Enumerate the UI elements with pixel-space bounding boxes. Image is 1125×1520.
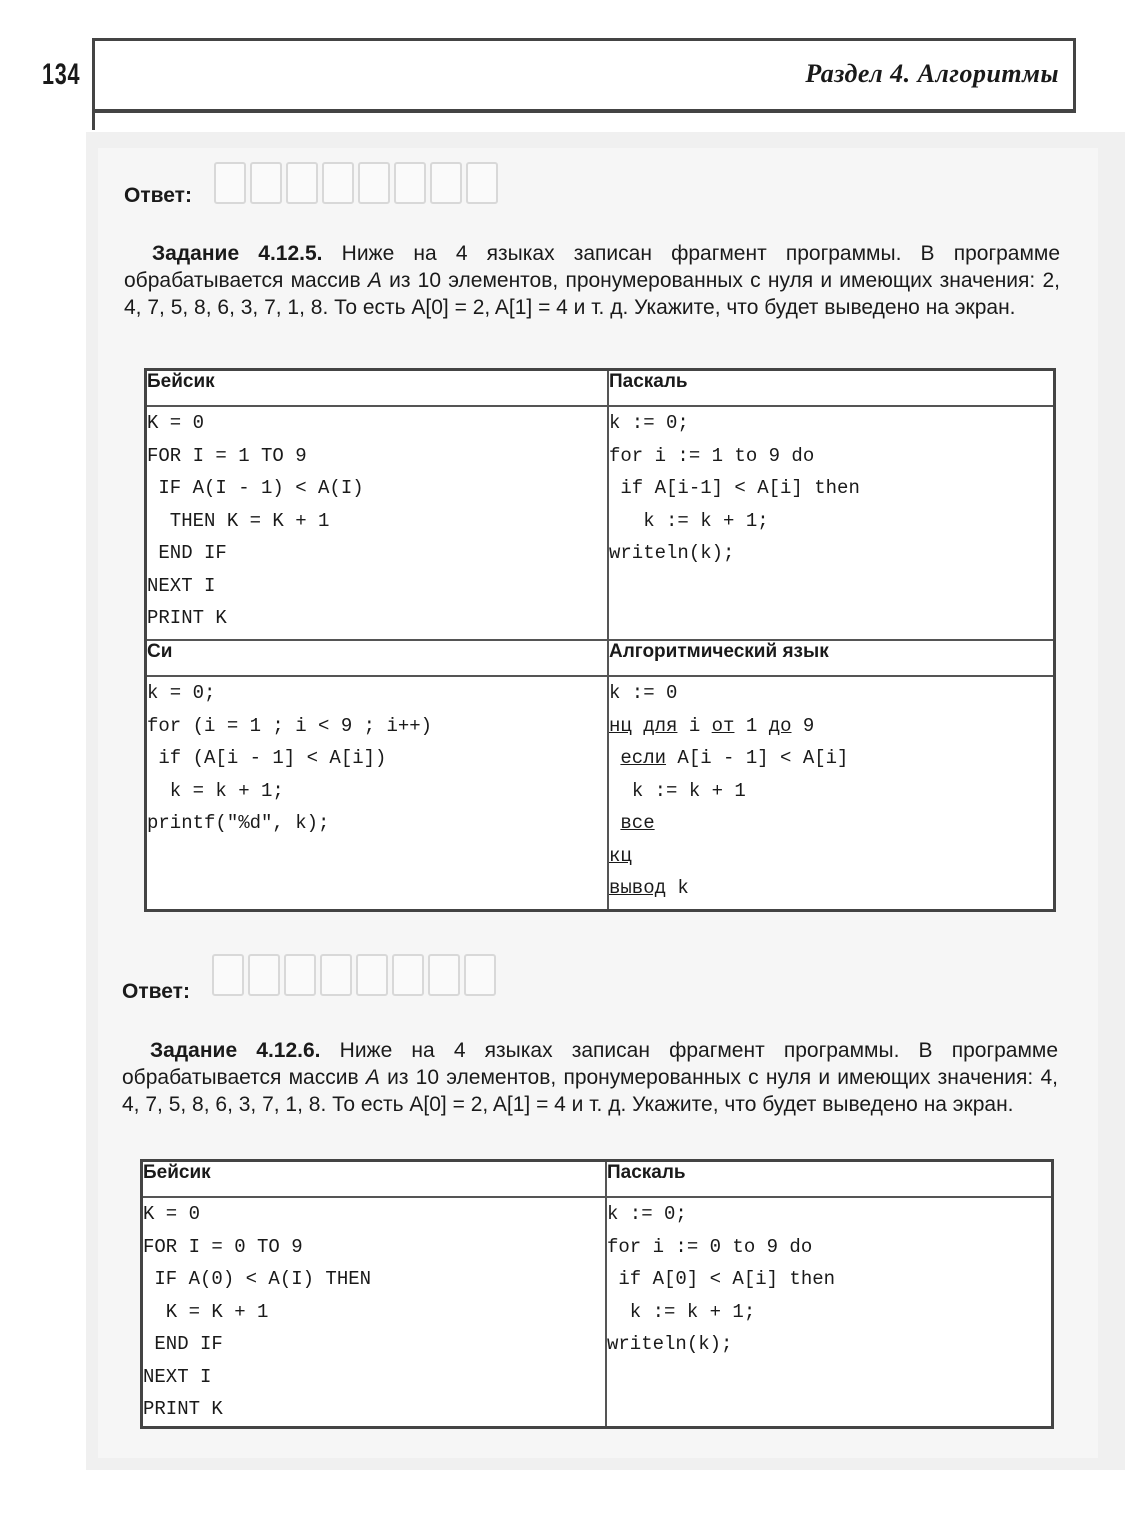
- code-line: for i := 0 to 9 do: [607, 1235, 813, 1258]
- code-c: [146, 676, 609, 911]
- page-number: 134: [42, 58, 81, 91]
- header-algo: Алгоритмический язык: [608, 640, 1055, 676]
- code-line: IF A(0) < A(I) THEN: [143, 1268, 372, 1290]
- array-name: A: [367, 269, 382, 292]
- code-line: k := k + 1;: [607, 1300, 756, 1323]
- header-pascal: Паскаль: [606, 1161, 1053, 1198]
- code-line: NEXT I: [147, 574, 216, 597]
- code-line: k = k + 1;: [147, 779, 284, 802]
- code-line: NEXT I: [143, 1365, 212, 1388]
- header-basic: Бейсик: [146, 370, 609, 407]
- answer-cell[interactable]: [356, 954, 388, 996]
- code-basic: [146, 406, 609, 640]
- code-line: K = 0: [143, 1203, 201, 1225]
- code-pascal: [608, 406, 1055, 640]
- answer-cell[interactable]: [466, 162, 498, 204]
- answer-field-1[interactable]: [214, 162, 498, 204]
- code-line: [609, 775, 1053, 808]
- header-pascal: Паскаль: [608, 370, 1055, 407]
- task-4-12-6-text: [122, 1037, 1058, 1118]
- answer-cell[interactable]: [284, 954, 316, 996]
- answer-cell[interactable]: [430, 162, 462, 204]
- code-table-2: [140, 1159, 1054, 1429]
- task-text: Ниже на 4 языках записан фрагмент программы. В программе обрабатывается массив: [122, 1039, 1059, 1089]
- code-line: k := 0: [609, 682, 678, 704]
- keyword: вывод: [609, 877, 667, 899]
- code-line: for (i = 1 ; i < 9 ; i++): [147, 714, 433, 737]
- answer-cell[interactable]: [358, 162, 390, 204]
- code-token: i: [688, 714, 701, 737]
- code-line: [609, 710, 1053, 743]
- header-c: Си: [146, 640, 609, 676]
- answer-cell[interactable]: [394, 162, 426, 204]
- task-label: Задание 4.12.5.: [152, 242, 323, 265]
- code-line: k := k + 1;: [609, 509, 769, 532]
- code-line: [609, 840, 1053, 873]
- code-token: k := k + 1: [631, 779, 746, 802]
- keyword: кц: [609, 844, 632, 867]
- code-token: 1: [745, 714, 758, 737]
- code-table-1: [144, 368, 1056, 912]
- code-algo: [608, 676, 1055, 911]
- code-token: A[i - 1] < A[i]: [677, 747, 849, 769]
- answer-label-2: Ответ:: [122, 980, 190, 1003]
- code-token: k: [677, 877, 689, 899]
- array-name: A: [365, 1066, 380, 1089]
- code-line: printf("%d", k);: [147, 812, 330, 834]
- header-divider: [92, 106, 95, 130]
- keyword: для: [643, 714, 678, 737]
- answer-cell[interactable]: [464, 954, 496, 996]
- keyword: все: [620, 812, 655, 834]
- code-line: if A[0] < A[i] then: [607, 1268, 836, 1290]
- code-line: K = 0: [147, 412, 205, 434]
- answer-cell[interactable]: [214, 162, 246, 204]
- answer-cell[interactable]: [250, 162, 282, 204]
- code-line: k = 0;: [147, 682, 216, 704]
- answer-cell[interactable]: [322, 162, 354, 204]
- code-line: PRINT K: [143, 1398, 223, 1420]
- keyword: до: [768, 714, 792, 737]
- code-line: writeln(k);: [609, 542, 735, 564]
- answer-cell[interactable]: [392, 954, 424, 996]
- keyword: нц: [609, 714, 632, 737]
- code-line: FOR I = 0 TO 9: [143, 1235, 303, 1258]
- code-line: for i := 1 to 9 do: [609, 444, 815, 467]
- section-header: [92, 38, 1076, 113]
- task-label: Задание 4.12.6.: [150, 1039, 321, 1062]
- code-line: k := 0;: [609, 412, 689, 434]
- code-line: PRINT K: [147, 607, 227, 629]
- code-line: FOR I = 1 TO 9: [147, 444, 307, 467]
- header-basic: Бейсик: [142, 1161, 607, 1198]
- code-line: IF A(I - 1) < A(I): [147, 477, 364, 499]
- code-line: if (A[i - 1] < A[i]): [147, 747, 387, 769]
- answer-cell[interactable]: [286, 162, 318, 204]
- code-line: END IF: [147, 542, 227, 564]
- code-line: [609, 807, 1053, 840]
- code-basic: [142, 1197, 607, 1427]
- code-line: k := 0;: [607, 1203, 687, 1225]
- code-line: THEN K = K + 1: [147, 509, 330, 532]
- code-line: [609, 742, 1053, 775]
- answer-cell[interactable]: [212, 954, 244, 996]
- keyword: от: [711, 714, 735, 737]
- answer-cell[interactable]: [248, 954, 280, 996]
- code-line: writeln(k);: [607, 1333, 733, 1355]
- answer-cell[interactable]: [320, 954, 352, 996]
- answer-cell[interactable]: [428, 954, 460, 996]
- code-line: if A[i-1] < A[i] then: [609, 477, 860, 499]
- answer-field-2[interactable]: [212, 954, 496, 996]
- code-line: [609, 872, 1053, 905]
- answer-label-1: Ответ:: [124, 184, 192, 207]
- code-line: K = K + 1: [143, 1300, 269, 1323]
- task-text: из 10 элементов, пронумерованных с нуля и имеющих значения: 2, 4, 7, 5, 8, 6, 3, 7, 1, 8. То есть A[0] = 2, A[1] = 4 и т. д. Укажите, что будет выведено на экран.: [124, 269, 1060, 319]
- keyword: если: [620, 747, 667, 769]
- section-title: Раздел 4. Алгоритмы: [805, 59, 1059, 88]
- code-token: 9: [802, 714, 815, 737]
- task-text: Ниже на 4 языках записан фрагмент программы. В программе обрабатывается массив: [124, 242, 1061, 292]
- code-line: END IF: [143, 1333, 223, 1355]
- task-4-12-5-text: [124, 240, 1060, 321]
- code-pascal: [606, 1197, 1053, 1427]
- task-text: из 10 элементов, пронумерованных с нуля и имеющих значения: 4, 4, 7, 5, 8, 6, 3, 7, 1, 8. То есть A[0] = 2, A[1] = 4 и т. д. Укажите, что будет выведено на экран.: [122, 1066, 1058, 1116]
